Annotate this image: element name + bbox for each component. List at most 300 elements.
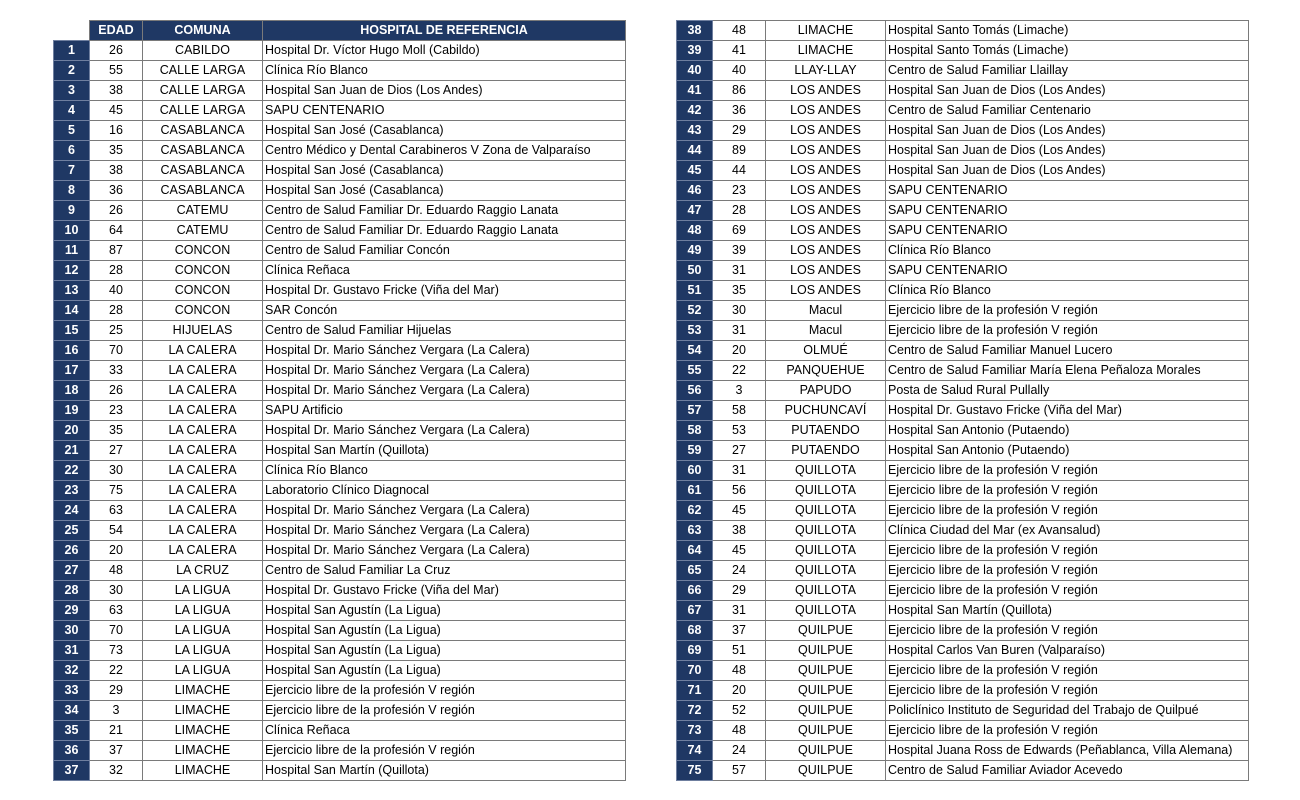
comuna-cell: LA CALERA [143,341,263,361]
hospital-cell: Hospital San Juan de Dios (Los Andes) [886,141,1249,161]
table-row [54,541,626,561]
row-number: 44 [677,141,713,161]
comuna-cell: CALLE LARGA [143,81,263,101]
table-row [54,721,626,741]
edad-cell: 29 [90,681,143,701]
hospital-cell: Policlínico Instituto de Seguridad del Trabajo de Quilpué [886,701,1249,721]
hospital-cell: Hospital Dr. Mario Sánchez Vergara (La Calera) [263,381,626,401]
comuna-cell: CATEMU [143,221,263,241]
comuna-cell: CASABLANCA [143,181,263,201]
header-hospital: HOSPITAL DE REFERENCIA [263,21,626,41]
row-number: 10 [54,221,90,241]
hospital-cell: Clínica Reñaca [263,721,626,741]
edad-cell: 31 [713,321,766,341]
table-row [677,661,1249,681]
edad-cell: 40 [713,61,766,81]
hospital-cell: Hospital Juana Ross de Edwards (Peñablanca, Villa Alemana) [886,741,1249,761]
header-comuna: COMUNA [143,21,263,41]
edad-cell: 33 [90,361,143,381]
table-row [54,121,626,141]
comuna-cell: HIJUELAS [143,321,263,341]
table-row [54,381,626,401]
edad-cell: 29 [713,121,766,141]
hospital-cell: Ejercicio libre de la profesión V región [886,541,1249,561]
comuna-cell: QUILPUE [766,641,886,661]
comuna-cell: PUTAENDO [766,421,886,441]
comuna-cell: CONCON [143,241,263,261]
table-row [677,541,1249,561]
table-row [54,241,626,261]
edad-cell: 35 [90,141,143,161]
table-row [54,601,626,621]
comuna-cell: CONCON [143,281,263,301]
comuna-cell: QUILLOTA [766,461,886,481]
row-number: 41 [677,81,713,101]
comuna-cell: QUILLOTA [766,561,886,581]
hospital-cell: Hospital San Antonio (Putaendo) [886,421,1249,441]
row-number: 7 [54,161,90,181]
row-number: 11 [54,241,90,261]
edad-cell: 37 [713,621,766,641]
comuna-cell: LIMACHE [766,21,886,41]
hospital-cell: Ejercicio libre de la profesión V región [886,481,1249,501]
comuna-cell: LA CALERA [143,521,263,541]
table-row [677,601,1249,621]
row-number: 60 [677,461,713,481]
edad-cell: 36 [713,101,766,121]
comuna-cell: LIMACHE [143,701,263,721]
edad-cell: 26 [90,201,143,221]
table-row [677,161,1249,181]
hospital-cell: SAPU CENTENARIO [886,201,1249,221]
row-number: 4 [54,101,90,121]
table-row [54,621,626,641]
hospital-cell: Centro de Salud Familiar Llaillay [886,61,1249,81]
table-row [54,321,626,341]
edad-cell: 40 [90,281,143,301]
table-row [677,221,1249,241]
row-number: 75 [677,761,713,781]
table-row [677,241,1249,261]
edad-cell: 23 [90,401,143,421]
table-row [677,421,1249,441]
hospital-cell: SAPU CENTENARIO [886,181,1249,201]
table-row [54,261,626,281]
table-row [54,181,626,201]
edad-cell: 57 [713,761,766,781]
row-number: 65 [677,561,713,581]
comuna-cell: LOS ANDES [766,221,886,241]
row-number: 17 [54,361,90,381]
comuna-cell: LOS ANDES [766,141,886,161]
comuna-cell: PAPUDO [766,381,886,401]
comuna-cell: Macul [766,321,886,341]
table-row [677,281,1249,301]
comuna-cell: QUILLOTA [766,581,886,601]
hospital-cell: Hospital San Juan de Dios (Los Andes) [886,81,1249,101]
row-number: 32 [54,661,90,681]
comuna-cell: LA CALERA [143,401,263,421]
comuna-cell: LOS ANDES [766,241,886,261]
edad-cell: 53 [713,421,766,441]
comuna-cell: QUILPUE [766,761,886,781]
table-row [54,301,626,321]
table-row [677,121,1249,141]
edad-cell: 26 [90,41,143,61]
edad-cell: 3 [90,701,143,721]
hospital-cell: Hospital San Martín (Quillota) [263,761,626,781]
comuna-cell: QUILLOTA [766,521,886,541]
comuna-cell: QUILLOTA [766,481,886,501]
row-number: 29 [54,601,90,621]
hospital-cell: Hospital San Juan de Dios (Los Andes) [886,121,1249,141]
hospital-cell: Laboratorio Clínico Diagnocal [263,481,626,501]
comuna-cell: QUILLOTA [766,501,886,521]
table-row [677,521,1249,541]
row-number: 27 [54,561,90,581]
table-row [677,81,1249,101]
hospital-cell: Ejercicio libre de la profesión V región [886,621,1249,641]
edad-cell: 30 [713,301,766,321]
edad-cell: 31 [713,461,766,481]
hospital-cell: Ejercicio libre de la profesión V región [886,301,1249,321]
hospital-cell: Hospital Dr. Mario Sánchez Vergara (La Calera) [263,541,626,561]
hospital-cell: Hospital San Martín (Quillota) [886,601,1249,621]
table-row [54,41,626,61]
comuna-cell: LA CALERA [143,381,263,401]
edad-cell: 20 [90,541,143,561]
row-number: 57 [677,401,713,421]
table-row [677,21,1249,41]
comuna-cell: LOS ANDES [766,81,886,101]
comuna-cell: CASABLANCA [143,161,263,181]
edad-cell: 64 [90,221,143,241]
hospital-cell: Centro de Salud Familiar Dr. Eduardo Raggio Lanata [263,221,626,241]
table-row [677,441,1249,461]
row-number: 69 [677,641,713,661]
hospital-cell: Hospital Dr. Mario Sánchez Vergara (La Calera) [263,521,626,541]
row-number: 18 [54,381,90,401]
row-number: 21 [54,441,90,461]
comuna-cell: LOS ANDES [766,181,886,201]
row-number: 68 [677,621,713,641]
edad-cell: 38 [90,161,143,181]
row-number: 54 [677,341,713,361]
comuna-cell: LA CALERA [143,461,263,481]
edad-cell: 20 [713,681,766,701]
edad-cell: 30 [90,581,143,601]
row-number: 5 [54,121,90,141]
edad-cell: 37 [90,741,143,761]
table-row [677,561,1249,581]
row-number: 38 [677,21,713,41]
table-row [677,501,1249,521]
edad-cell: 45 [90,101,143,121]
comuna-cell: LA CALERA [143,421,263,441]
table-row [54,401,626,421]
hospital-cell: Clínica Reñaca [263,261,626,281]
row-number: 15 [54,321,90,341]
edad-cell: 24 [713,561,766,581]
row-number: 3 [54,81,90,101]
row-number: 43 [677,121,713,141]
hospital-cell: Hospital San Agustín (La Ligua) [263,601,626,621]
header-row [54,21,626,41]
row-number: 71 [677,681,713,701]
edad-cell: 70 [90,621,143,641]
edad-cell: 26 [90,381,143,401]
edad-cell: 55 [90,61,143,81]
comuna-cell: QUILPUE [766,621,886,641]
edad-cell: 41 [713,41,766,61]
row-number: 64 [677,541,713,561]
hospital-cell: Ejercicio libre de la profesión V región [886,321,1249,341]
row-number: 66 [677,581,713,601]
table-row [54,61,626,81]
hospital-cell: Centro de Salud Familiar Hijuelas [263,321,626,341]
table-row [54,461,626,481]
edad-cell: 25 [90,321,143,341]
table-row [677,621,1249,641]
comuna-cell: LOS ANDES [766,101,886,121]
comuna-cell: CALLE LARGA [143,101,263,121]
edad-cell: 70 [90,341,143,361]
comuna-cell: CATEMU [143,201,263,221]
row-number: 33 [54,681,90,701]
hospital-cell: Hospital San Juan de Dios (Los Andes) [886,161,1249,181]
hospital-cell: Hospital Dr. Víctor Hugo Moll (Cabildo) [263,41,626,61]
table-row [54,641,626,661]
row-number: 26 [54,541,90,561]
comuna-cell: CONCON [143,301,263,321]
edad-cell: 31 [713,261,766,281]
table-row [54,481,626,501]
table-row [677,401,1249,421]
hospital-cell: Ejercicio libre de la profesión V región [263,701,626,721]
comuna-cell: LA LIGUA [143,661,263,681]
edad-cell: 39 [713,241,766,261]
table-row [54,101,626,121]
row-number: 2 [54,61,90,81]
hospital-cell: Hospital San José (Casablanca) [263,181,626,201]
edad-cell: 48 [713,21,766,41]
hospital-cell: Centro de Salud Familiar Aviador Acevedo [886,761,1249,781]
comuna-cell: LA CALERA [143,501,263,521]
hospital-cell: Centro de Salud Familiar La Cruz [263,561,626,581]
row-number: 50 [677,261,713,281]
hospital-cell: Hospital San Antonio (Putaendo) [886,441,1249,461]
table-row [677,261,1249,281]
table-row [54,521,626,541]
comuna-cell: LOS ANDES [766,121,886,141]
edad-cell: 52 [713,701,766,721]
table-row [677,641,1249,661]
row-number: 24 [54,501,90,521]
row-number: 55 [677,361,713,381]
row-number: 48 [677,221,713,241]
row-number: 20 [54,421,90,441]
row-number: 23 [54,481,90,501]
edad-cell: 73 [90,641,143,661]
hospital-cell: Hospital Dr. Mario Sánchez Vergara (La Calera) [263,341,626,361]
comuna-cell: LA LIGUA [143,621,263,641]
hospital-cell: Ejercicio libre de la profesión V región [886,681,1249,701]
row-number: 13 [54,281,90,301]
table-row [54,501,626,521]
comuna-cell: LA LIGUA [143,581,263,601]
hospital-cell: Hospital San Agustín (La Ligua) [263,661,626,681]
edad-cell: 54 [90,521,143,541]
table-row [54,81,626,101]
comuna-cell: CASABLANCA [143,121,263,141]
row-number: 67 [677,601,713,621]
table-row [54,141,626,161]
table-row [677,761,1249,781]
edad-cell: 36 [90,181,143,201]
hospital-cell: Hospital San Juan de Dios (Los Andes) [263,81,626,101]
comuna-cell: QUILLOTA [766,601,886,621]
comuna-cell: QUILLOTA [766,541,886,561]
table-row [677,61,1249,81]
hospital-cell: Clínica Río Blanco [886,241,1249,261]
comuna-cell: LIMACHE [766,41,886,61]
comuna-cell: QUILPUE [766,681,886,701]
hospital-cell: Ejercicio libre de la profesión V región [263,741,626,761]
table-row [677,41,1249,61]
edad-cell: 24 [713,741,766,761]
comuna-cell: QUILPUE [766,721,886,741]
edad-cell: 28 [90,261,143,281]
table-row [54,761,626,781]
edad-cell: 48 [90,561,143,581]
edad-cell: 22 [90,661,143,681]
row-number: 37 [54,761,90,781]
row-number: 72 [677,701,713,721]
comuna-cell: LA CALERA [143,541,263,561]
comuna-cell: LIMACHE [143,721,263,741]
row-number: 22 [54,461,90,481]
table-row [677,701,1249,721]
hospital-cell: Ejercicio libre de la profesión V región [886,581,1249,601]
row-number: 61 [677,481,713,501]
hospital-cell: Ejercicio libre de la profesión V región [886,561,1249,581]
table-row [54,741,626,761]
comuna-cell: QUILPUE [766,661,886,681]
row-number: 35 [54,721,90,741]
hospital-cell: Hospital San José (Casablanca) [263,161,626,181]
edad-cell: 30 [90,461,143,481]
edad-cell: 22 [713,361,766,381]
edad-cell: 28 [713,201,766,221]
row-number: 36 [54,741,90,761]
edad-cell: 63 [90,601,143,621]
hospital-cell: Centro de Salud Familiar María Elena Peñaloza Morales [886,361,1249,381]
edad-cell: 75 [90,481,143,501]
table-row [54,221,626,241]
hospital-cell: Ejercicio libre de la profesión V región [263,681,626,701]
row-number: 6 [54,141,90,161]
row-number: 70 [677,661,713,681]
table-row [54,441,626,461]
table-row [677,481,1249,501]
comuna-cell: LA CRUZ [143,561,263,581]
row-number: 14 [54,301,90,321]
table-row [54,281,626,301]
row-number: 53 [677,321,713,341]
comuna-cell: LOS ANDES [766,261,886,281]
right-table [676,20,1249,781]
edad-cell: 28 [90,301,143,321]
row-number: 31 [54,641,90,661]
hospital-cell: SAPU CENTENARIO [886,221,1249,241]
table-row [54,701,626,721]
comuna-cell: CASABLANCA [143,141,263,161]
edad-cell: 3 [713,381,766,401]
hospital-cell: Hospital San José (Casablanca) [263,121,626,141]
table-row [54,161,626,181]
table-row [677,461,1249,481]
hospital-cell: Hospital Dr. Mario Sánchez Vergara (La Calera) [263,501,626,521]
hospital-cell: Clínica Ciudad del Mar (ex Avansalud) [886,521,1249,541]
table-row [54,421,626,441]
hospital-cell: Hospital San Martín (Quillota) [263,441,626,461]
edad-cell: 45 [713,541,766,561]
row-number: 58 [677,421,713,441]
row-number: 74 [677,741,713,761]
edad-cell: 35 [90,421,143,441]
edad-cell: 27 [713,441,766,461]
left-table [53,20,626,781]
table-row [677,141,1249,161]
hospital-cell: Centro de Salud Familiar Concón [263,241,626,261]
row-number: 28 [54,581,90,601]
table-row [54,681,626,701]
edad-cell: 48 [713,661,766,681]
edad-cell: 63 [90,501,143,521]
table-row [677,321,1249,341]
table-row [677,301,1249,321]
comuna-cell: PUTAENDO [766,441,886,461]
row-number: 8 [54,181,90,201]
table-row [677,681,1249,701]
comuna-cell: LOS ANDES [766,281,886,301]
table-row [677,721,1249,741]
row-number: 42 [677,101,713,121]
hospital-cell: Hospital Carlos Van Buren (Valparaíso) [886,641,1249,661]
edad-cell: 23 [713,181,766,201]
edad-cell: 44 [713,161,766,181]
hospital-cell: Hospital Dr. Gustavo Fricke (Viña del Mar) [263,281,626,301]
table-row [677,381,1249,401]
table-row [54,561,626,581]
table-row [677,341,1249,361]
table-row [54,341,626,361]
hospital-cell: Ejercicio libre de la profesión V región [886,461,1249,481]
comuna-cell: CALLE LARGA [143,61,263,81]
edad-cell: 69 [713,221,766,241]
edad-cell: 38 [713,521,766,541]
comuna-cell: PUCHUNCAVÍ [766,401,886,421]
comuna-cell: LOS ANDES [766,201,886,221]
comuna-cell: LIMACHE [143,681,263,701]
row-number: 51 [677,281,713,301]
edad-cell: 56 [713,481,766,501]
row-number: 52 [677,301,713,321]
row-number: 62 [677,501,713,521]
hospital-cell: Hospital San Agustín (La Ligua) [263,641,626,661]
comuna-cell: CABILDO [143,41,263,61]
hospital-cell: Centro de Salud Familiar Centenario [886,101,1249,121]
